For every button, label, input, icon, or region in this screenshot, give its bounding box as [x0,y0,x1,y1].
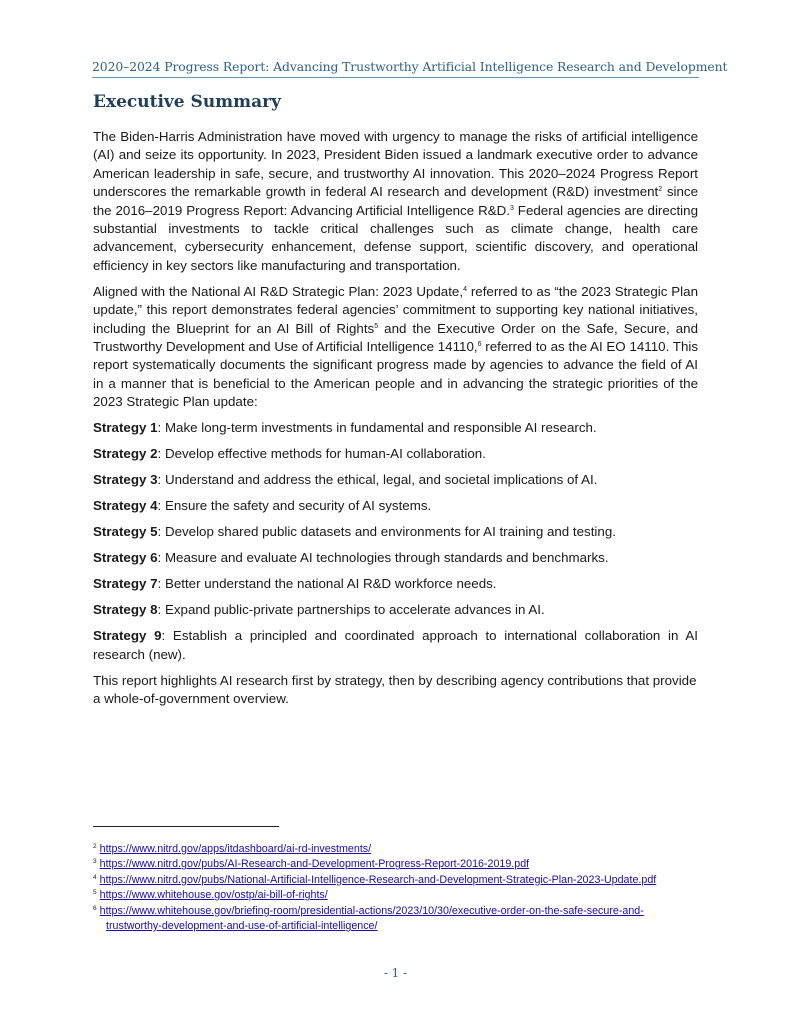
intro-text-c: Federal agencies are directing substantial investments to tackle critical challenges such as climate change, health care advancement, cybersecurity enhancement, defense support, scientific discovery, and operational efficiency in key sectors like manufacturing and transportation. [93,202,698,273]
alignment-text-b: referred to as “the 2023 Strategic Plan update,” this report demonstrates federal agencies’ commitment to supporting key national initiatives, including the Blueprint for an AI Bill of Rights [93,283,698,336]
footnote-number: 2 [93,843,97,850]
strategy-label: Strategy 1 [93,420,158,436]
closing-paragraph: This report highlights AI research first by strategy, then by describing agency contributions that provide a whole-of-government overview. [93,672,697,707]
strategy-text: : Establish a principled and coordinated approach to international collaboration in AI research (new). [93,628,698,662]
body-text [93,128,698,716]
strategy-item [93,523,698,541]
strategy-label: Strategy 6 [93,550,158,566]
footnote-ref-6[interactable]: 6 [477,341,482,349]
footnote-ref-4[interactable]: 4 [463,285,467,293]
page-number: - 1 - [383,966,408,980]
intro-text-a: The Biden-Harris Administration have moved with urgency to manage the risks of artificial intelligence (AI) and seize its opportunity. In 2023, President Biden issued a landmark executive order to advance American leadership in safe, secure, and trustworthy AI innovation. This 2020–2024 Progress Report underscores the remarkable growth in federal AI research and development (R&D) investment [93,129,698,200]
alignment-text-d: referred to as the AI EO 14110. This report systematically documents the significant progress made by agencies to advance the field of AI in a manner that is beneficial to the American people and in advancing the strategic priorities of the 2023 Strategic Plan update: [93,339,699,410]
header-divider [92,77,699,78]
alignment-text-a: Aligned with the National AI R&D Strategic Plan: 2023 Update, [93,283,464,299]
strategy-item [93,601,698,619]
strategy-label: Strategy 7 [93,576,158,592]
running-header: 2020–2024 Progress Report: Advancing Trustworthy Artificial Intelligence Research and Development [92,59,728,74]
footnotes [93,842,703,934]
footnote-number: 4 [93,873,97,881]
intro-paragraph [93,128,698,275]
footnote-ref-5[interactable]: 5 [374,322,379,330]
footnote-ref-3[interactable]: 3 [509,204,514,212]
footnote-item [93,842,703,857]
footnote-number: 5 [93,889,97,897]
strategy-label: Strategy 2 [93,446,158,462]
strategy-text: : Understand and address the ethical, legal, and societal implications of AI. [157,472,598,488]
footnote-item [93,888,703,903]
footnote-ref-2[interactable]: 2 [658,186,663,194]
strategy-label: Strategy 5 [93,524,158,540]
strategy-label: Strategy 9 [93,628,162,644]
footnote-link[interactable]: https://www.nitrd.gov/apps/itdashboard/ai-rd-investments/ [99,843,372,855]
strategy-item [93,419,698,437]
footnote-link[interactable]: https://www.whitehouse.gov/briefing-room/presidential-actions/2023/10/30/executive-order-on-the-safe-secure-and- [99,904,644,917]
alignment-text-c: and the Executive Order on the Safe, Secure, and Trustworthy Development and Use of Artificial Intelligence 14110, [93,320,698,355]
footnote-divider [93,826,279,827]
footnote-link[interactable]: https://www.nitrd.gov/pubs/National-Artificial-Intelligence-Research-and-Development-Strategic-Plan-2023-Update.pdf [99,873,657,886]
strategy-text: : Measure and evaluate AI technologies through standards and benchmarks. [157,550,609,566]
alignment-paragraph [93,283,698,412]
strategy-label: Strategy 8 [93,602,158,618]
footnote-number: 6 [93,904,97,912]
strategy-label: Strategy 4 [93,498,158,514]
strategy-text: : Better understand the national AI R&D workforce needs. [157,576,497,592]
strategy-item [93,497,698,515]
strategy-item [93,627,698,664]
strategy-item [93,471,698,489]
footnote-link[interactable]: https://www.whitehouse.gov/ostp/ai-bill-of-rights/ [99,889,328,902]
strategy-text: : Develop effective methods for human-AI collaboration. [157,446,486,462]
footnote-number: 3 [93,858,97,866]
strategy-item [93,575,698,593]
strategy-list [93,419,698,664]
footnote-item [93,904,703,935]
strategy-text: : Expand public-private partnerships to accelerate advances in AI. [157,602,545,618]
strategy-text: : Make long-term investments in fundamental and responsible AI research. [157,420,597,436]
strategy-item [93,549,698,567]
footnote-link[interactable]: https://www.nitrd.gov/pubs/AI-Research-and-Development-Progress-Report-2016-2019.pdf [99,858,530,871]
footnote-link-continued[interactable]: trustworthy-development-and-use-of-artificial-intelligence/ [106,920,378,933]
footnote-item [93,857,703,872]
strategy-text: : Ensure the safety and security of AI systems. [157,498,432,514]
strategy-item [93,445,698,463]
strategy-label: Strategy 3 [93,472,158,488]
intro-text-b: since the 2016–2019 Progress Report: Advancing Artificial Intelligence R&D. [93,184,698,218]
strategy-text: : Develop shared public datasets and environments for AI training and testing. [157,524,616,540]
footnote-item [93,873,703,888]
page-title: Executive Summary [93,92,282,112]
